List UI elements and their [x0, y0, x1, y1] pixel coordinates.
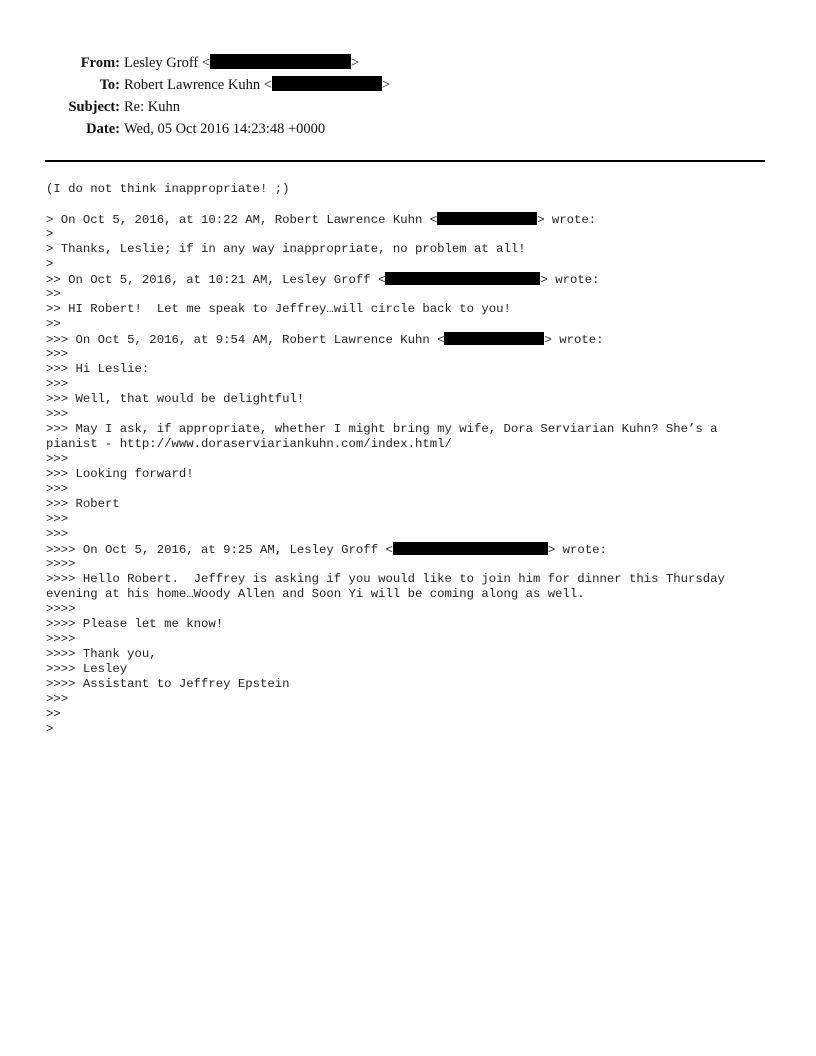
- from-row: [0, 52, 816, 74]
- body-line: >: [46, 722, 54, 736]
- date-row: [0, 118, 816, 140]
- body-line: >>>>: [46, 602, 76, 616]
- quote-header-text: >>>> On Oct 5, 2016, at 9:25 AM, Lesley Groff <: [46, 543, 393, 557]
- body-line: >>>> Hello Robert. Jeffrey is asking if you would like to join him for dinner this Thursday: [46, 572, 725, 586]
- quote-header-wrote: > wrote:: [540, 273, 600, 287]
- body-line: >>>> Please let me know!: [46, 617, 224, 631]
- header-divider: [45, 160, 765, 162]
- to-name: Robert Lawrence Kuhn <: [124, 77, 272, 93]
- body-line: >>>>: [46, 557, 76, 571]
- from-name: Lesley Groff <: [124, 55, 211, 71]
- email-body: [46, 182, 786, 737]
- redacted-email-block: [437, 212, 537, 225]
- quote-header-text: > On Oct 5, 2016, at 10:22 AM, Robert Lawrence Kuhn <: [46, 213, 438, 227]
- quote-header-wrote: > wrote:: [544, 333, 604, 347]
- date-label: Date:: [86, 121, 120, 137]
- subject-label: Subject:: [68, 99, 120, 115]
- body-line: >>> Hi Leslie:: [46, 362, 150, 376]
- to-close: >: [381, 77, 391, 93]
- body-line: >>>> Lesley: [46, 662, 128, 676]
- from-value: [124, 52, 359, 74]
- body-line: >>>> Thank you,: [46, 647, 157, 661]
- body-line: >>: [46, 287, 61, 301]
- redacted-email-block: [210, 54, 351, 69]
- from-close: >: [351, 55, 360, 71]
- quote-header-line: [46, 542, 786, 557]
- body-line: >>> May I ask, if appropriate, whether I might bring my wife, Dora Serviarian Kuhn? She’s a: [46, 422, 718, 436]
- subject-row: [0, 96, 816, 118]
- body-line: >>>: [46, 377, 69, 391]
- quote-header-line: [46, 272, 786, 287]
- to-label: To:: [99, 77, 120, 93]
- body-line: > Thanks, Leslie; if in any way inappropriate, no problem at all!: [46, 242, 526, 256]
- body-line: >>> Looking forward!: [46, 467, 194, 481]
- quote-header-wrote: > wrote:: [547, 543, 607, 557]
- body-line: >>: [46, 317, 61, 331]
- body-line: >>>: [46, 407, 69, 421]
- date-value: Wed, 05 Oct 2016 14:23:48 +0000: [124, 121, 326, 137]
- redacted-email-block: [272, 76, 382, 91]
- to-value: [124, 74, 390, 96]
- from-label: From:: [80, 55, 120, 71]
- quote-header-text: >>> On Oct 5, 2016, at 9:54 AM, Robert Lawrence Kuhn <: [46, 333, 445, 347]
- quote-header-text: >> On Oct 5, 2016, at 10:21 AM, Lesley Groff <: [46, 273, 386, 287]
- body-line: >: [46, 227, 54, 241]
- body-line: >: [46, 257, 54, 271]
- body-line: >>>: [46, 452, 69, 466]
- quote-header-line: [46, 212, 786, 227]
- redacted-email-block: [444, 332, 544, 345]
- body-line: >>>: [46, 347, 69, 361]
- body-line: >>>: [46, 527, 69, 541]
- quote-header-wrote: > wrote:: [537, 213, 597, 227]
- redacted-email-block: [393, 542, 548, 555]
- quote-header-line: [46, 332, 786, 347]
- body-line: >>>: [46, 692, 69, 706]
- redacted-email-block: [385, 272, 540, 285]
- body-line: >>>: [46, 512, 69, 526]
- body-line: pianist - http://www.doraserviariankuhn.com/index.html/: [46, 437, 452, 451]
- blank-line: [46, 197, 786, 212]
- body-line: >> HI Robert! Let me speak to Jeffrey…will circle back to you!: [46, 302, 511, 316]
- body-line: >>>: [46, 482, 69, 496]
- body-line: >>>>: [46, 632, 76, 646]
- body-line: evening at his home…Woody Allen and Soon Yi will be coming along as well.: [46, 587, 585, 601]
- body-line: (I do not think inappropriate! ;): [46, 182, 290, 196]
- body-line: >>> Robert: [46, 497, 120, 511]
- email-header: [0, 52, 816, 140]
- body-line: >>>> Assistant to Jeffrey Epstein: [46, 677, 290, 691]
- subject-value: Re: Kuhn: [124, 99, 180, 115]
- body-line: >>: [46, 707, 61, 721]
- body-line: >>> Well, that would be delightful!: [46, 392, 305, 406]
- to-row: [0, 74, 816, 96]
